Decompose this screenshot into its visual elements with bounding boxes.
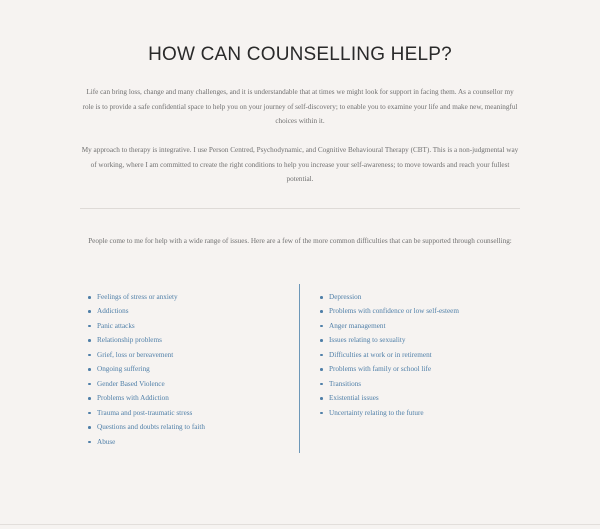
list-item: Addictions [88,304,205,318]
issues-intro-paragraph: People come to me for help with a wide range of issues. Here are a few of the more common difficulties that can be supported through counselling: [88,237,512,245]
column-divider [299,284,300,453]
section-divider [80,208,520,209]
issues-list-right [320,290,459,420]
list-item: Grief, loss or bereavement [88,348,205,362]
list-item: Problems with confidence or low self-esteem [320,304,459,318]
approach-paragraph: My approach to therapy is integrative. I use Person Centred, Psychodynamic, and Cognitive Behavioural Therapy (CBT). This is a non-judgmental way of working, where I am committed to create the right conditions to help you increase your self-awareness; to move towards and reach your fullest potential. [81,146,519,183]
list-item: Relationship problems [88,333,205,347]
list-item: Questions and doubts relating to faith [88,420,205,434]
list-item: Anger management [320,319,459,333]
list-item: Depression [320,290,459,304]
page-bottom-border [0,524,600,525]
list-item: Trauma and post-traumatic stress [88,406,205,420]
issues-list-left [88,290,205,449]
list-item: Ongoing suffering [88,362,205,376]
list-item: Transitions [320,377,459,391]
list-item: Abuse [88,435,205,449]
list-item: Feelings of stress or anxiety [88,290,205,304]
intro-paragraph: Life can bring loss, change and many challenges, and it is understandable that at times we might look for support in facing them. As a counsellor my role is to provide a safe confidential space to help you on your journey of self-discovery; to enable you to examine your life and make new, meaningful choices within it. [82,88,518,125]
list-item: Existential issues [320,391,459,405]
list-item: Gender Based Violence [88,377,205,391]
list-item: Difficulties at work or in retirement [320,348,459,362]
list-item: Panic attacks [88,319,205,333]
section-title: HOW CAN COUNSELLING HELP? [148,44,452,65]
list-item: Problems with family or school life [320,362,459,376]
list-item: Uncertainty relating to the future [320,406,459,420]
list-item: Issues relating to sexuality [320,333,459,347]
list-item: Problems with Addiction [88,391,205,405]
